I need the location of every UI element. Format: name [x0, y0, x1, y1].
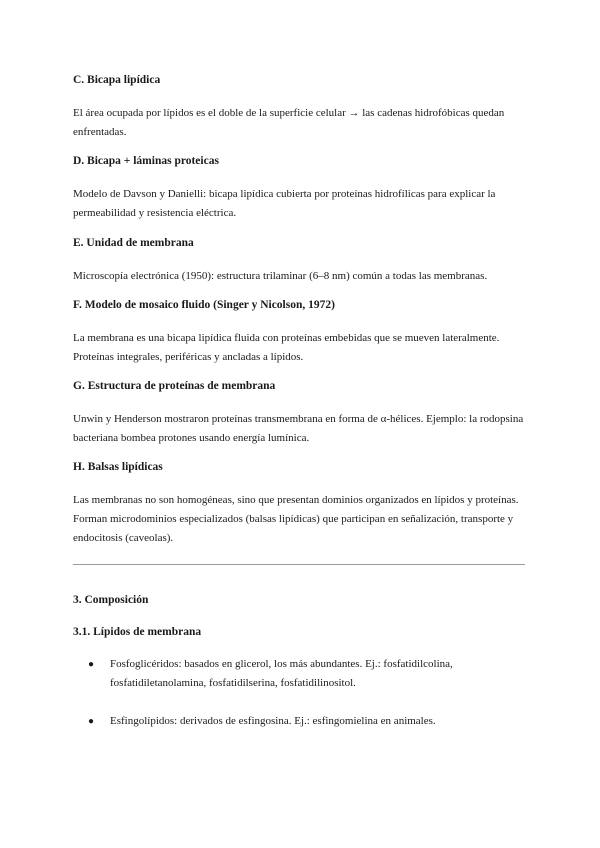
section-body: Las membranas no son homogéneas, sino que presentan dominios organizados en lípidos y proteínas. Forman microdominios especializados (balsas lipídicas) que participan en señalización, transporte y endocitosis (caveolas).: [73, 494, 519, 544]
section-heading: C. Bicapa lipídica: [73, 74, 161, 86]
section-body: La membrana es una bicapa lipídica fluida con proteínas embebidas que se mueven lateralmente. Proteínas integrales, periféricas y ancladas a lípidos.: [73, 332, 500, 363]
section-h: [73, 459, 525, 548]
list-item-text: Fosfoglicéridos: basados en glicerol, los más abundantes. Ej.: fosfatidilcolina, fosfatidiletanolamina, fosfatidilserina, fosfatidilinositol.: [110, 658, 453, 689]
list-item: [73, 712, 525, 731]
section-heading: D. Bicapa + láminas proteicas: [73, 155, 219, 167]
bullet-icon: ●: [88, 716, 95, 727]
horizontal-divider: [73, 564, 525, 565]
section-d: [73, 153, 525, 223]
composition-heading: 3. Composición: [73, 594, 149, 606]
section-g: [73, 378, 525, 448]
bullet-icon: ●: [88, 659, 95, 670]
section-e: [73, 235, 525, 286]
section-heading: H. Balsas lipídicas: [73, 461, 163, 473]
list-item: [73, 655, 525, 693]
section-heading: G. Estructura de proteínas de membrana: [73, 380, 276, 392]
section-body: Modelo de Davson y Danielli: bicapa lipídica cubierta por proteínas hidrofílicas para explicar la permeabilidad y resistencia eléctrica.: [73, 188, 496, 219]
lipids-list: [73, 655, 525, 731]
section-heading: F. Modelo de mosaico fluido (Singer y Nicolson, 1972): [73, 299, 335, 311]
section-body: Microscopía electrónica (1950): estructura trilaminar (6–8 nm) común a todas las membranas.: [73, 270, 488, 282]
composition-section: [73, 592, 525, 608]
lipids-subsection: [73, 624, 525, 640]
section-heading: E. Unidad de membrana: [73, 237, 194, 249]
section-c: [73, 72, 525, 142]
section-body: Unwin y Henderson mostraron proteínas transmembrana en forma de α-hélices. Ejemplo: la rodopsina bacteriana bombea protones usando energía lumínica.: [73, 413, 524, 444]
section-f: [73, 297, 525, 367]
list-item-text: Esfingolípidos: derivados de esfingosina. Ej.: esfingomielina en animales.: [110, 715, 436, 727]
section-body: El área ocupada por lípidos es el doble de la superficie celular → las cadenas hidrofóbicas quedan enfrentadas.: [73, 107, 505, 138]
lipids-subheading: 3.1. Lípidos de membrana: [73, 626, 202, 638]
